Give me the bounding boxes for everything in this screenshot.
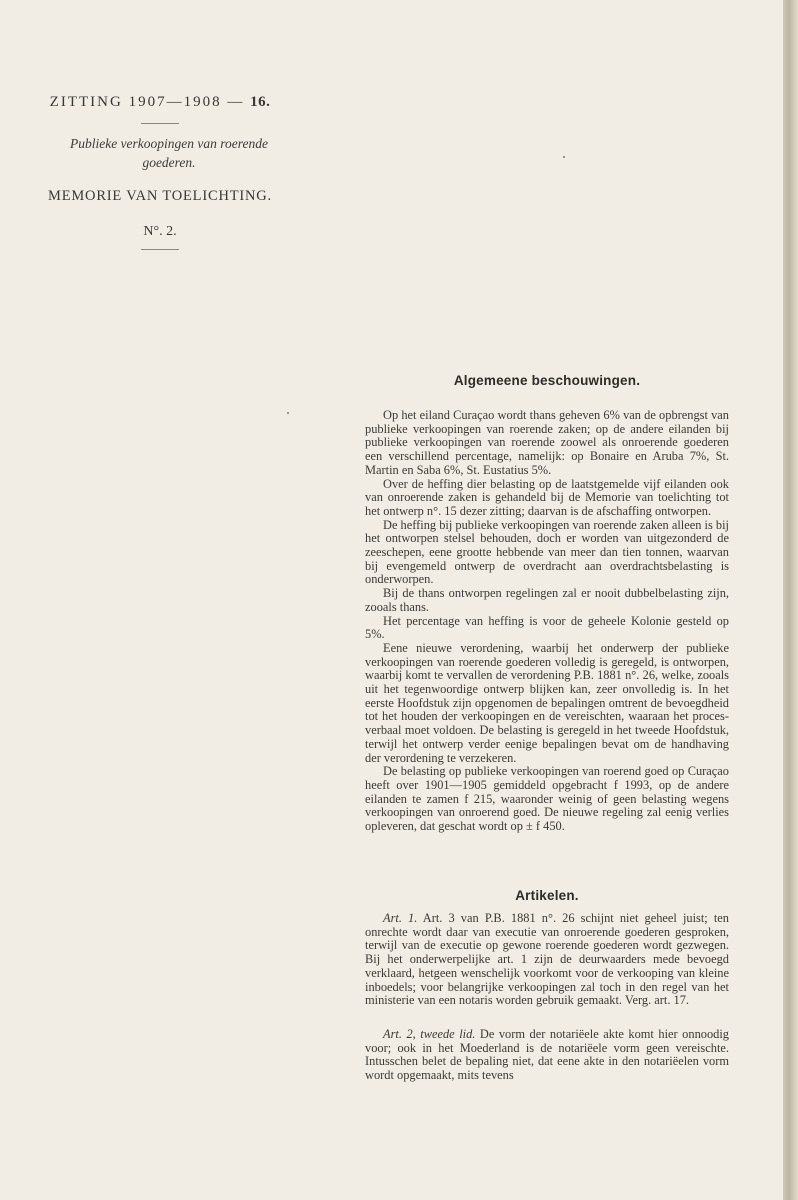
paper-speck	[563, 156, 565, 158]
paragraph: Het percentage van heffing is voor de geheele Kolonie gesteld op 5%.	[365, 613, 729, 642]
paragraph: Bij de thans ontworpen regelingen zal er nooit dubbelbelasting zijn, zooals thans.	[365, 586, 729, 614]
paragraph: De belasting op publieke verkoopingen van roerend goed op Curaçao heeft over 1901—1905 gemiddeld opgebracht f 1993, op de andere eilanden te zamen f 215, waaronder weinig of geen belasting wegens verkoopingen van onroerend goed. De nieuwe regeling zal eenig verlies opleveren, dat geschat wordt op ± f 450.	[365, 764, 729, 834]
general-considerations	[365, 409, 729, 834]
session-label: ZITTING 1907—1908 —	[49, 94, 245, 110]
article-text: De vorm der notariëele akte komt hier onnoodig voor; ook in het Moederland is de notariëele vorm geen vereischte. Intusschen belet de bepaling niet, dat eene akte in den notariëelen vorm wordt opgemaakt, mits tevens	[365, 1027, 729, 1083]
section-heading-articles: Artikelen.	[515, 888, 579, 903]
article-paragraph	[365, 1028, 729, 1083]
document-number: N°. 2.	[143, 224, 177, 239]
number-rule	[141, 249, 179, 250]
session-number: 16.	[250, 94, 271, 110]
page-edge	[783, 0, 798, 1200]
paragraph: Eene nieuwe verordening, waarbij het onderwerp der publieke verkoopingen van roerende goederen volledig is geregeld, is ontworpen, waarbij komt te vervallen de verordening P.B. 1881 n°. 26, welke, zooals uit het tegenwoordige ontwerp blijken kan, zeer onvolledig is. In het eerste Hoofdstuk zijn opgenomen de bepalingen omtrent de bevoegdheid tot het houden der verkoopingen en de vereischten, waaraan het proces-verbaal moet voldoen. De belasting is geregeld in het tweede Hoofdstuk, terwijl het ontwerp verder eenige bepalingen bevat om de handhaving der verordening te verzekeren.	[365, 640, 729, 765]
header-rule	[141, 123, 179, 124]
article-paragraph	[365, 912, 729, 1008]
paragraph: Op het eiland Curaçao wordt thans geheven 6% van de opbrengst van publieke verkoopingen van roerende zaken; op de andere eilanden bij publieke verkoopingen van roerende zoowel als onroerende goederen een verschillend percentage, namelijk: op Bonaire en Aruba 7%, St. Martin en Saba 6%, St. Eustatius 5%.	[365, 408, 729, 477]
document-subject: Publieke verkoopingen van roerende goederen.	[69, 136, 269, 170]
paragraph: Over de heffing dier belasting op de laatstgemelde vijf eilanden ook van onroerende zaken is gehandeld bij de Memorie van toelichting tot het ontwerp n°. 15 dezer zitting; daarvan is de afschaffing ontworpen.	[365, 476, 729, 518]
article-1	[365, 912, 729, 1008]
article-label: Art. 1.	[383, 911, 418, 925]
document-type: MEMORIE VAN TOELICHTING.	[48, 188, 272, 204]
article-label: Art. 2, tweede lid.	[383, 1027, 476, 1041]
article-2	[365, 1028, 729, 1083]
paragraph: De heffing bij publieke verkoopingen van roerende zaken alleen is bij het ontworpen stelsel behouden, doch er worden van uitgezonderd de zeeschepen, eene grootte hebbende van meer dan tien tonnen, waarvan bij evengemeld ontwerp de overdracht aan overdrachtsbelasting is onderworpen.	[365, 517, 729, 587]
section-heading-general: Algemeene beschouwingen.	[453, 373, 641, 388]
article-text: Art. 3 van P.B. 1881 n°. 26 schijnt niet geheel juist; ten onrechte wordt daar van executie van onroerende goederen gesproken, terwijl van de executie op gewone roerende goederen wordt gezwegen. Bij het onderwerpelijke art. 1 zijn de deurwaarders mede bevoegd verklaard, hetgeen wenschelijk voorkomt voor de verkooping van kleine inboedels; voor belangrijke verkoopingen zal toch in den regel van het ministerie van een notaris worden gebruik gemaakt. Verg. art. 17.	[365, 911, 729, 1008]
session-line	[40, 94, 280, 111]
paper-speck	[287, 412, 289, 414]
